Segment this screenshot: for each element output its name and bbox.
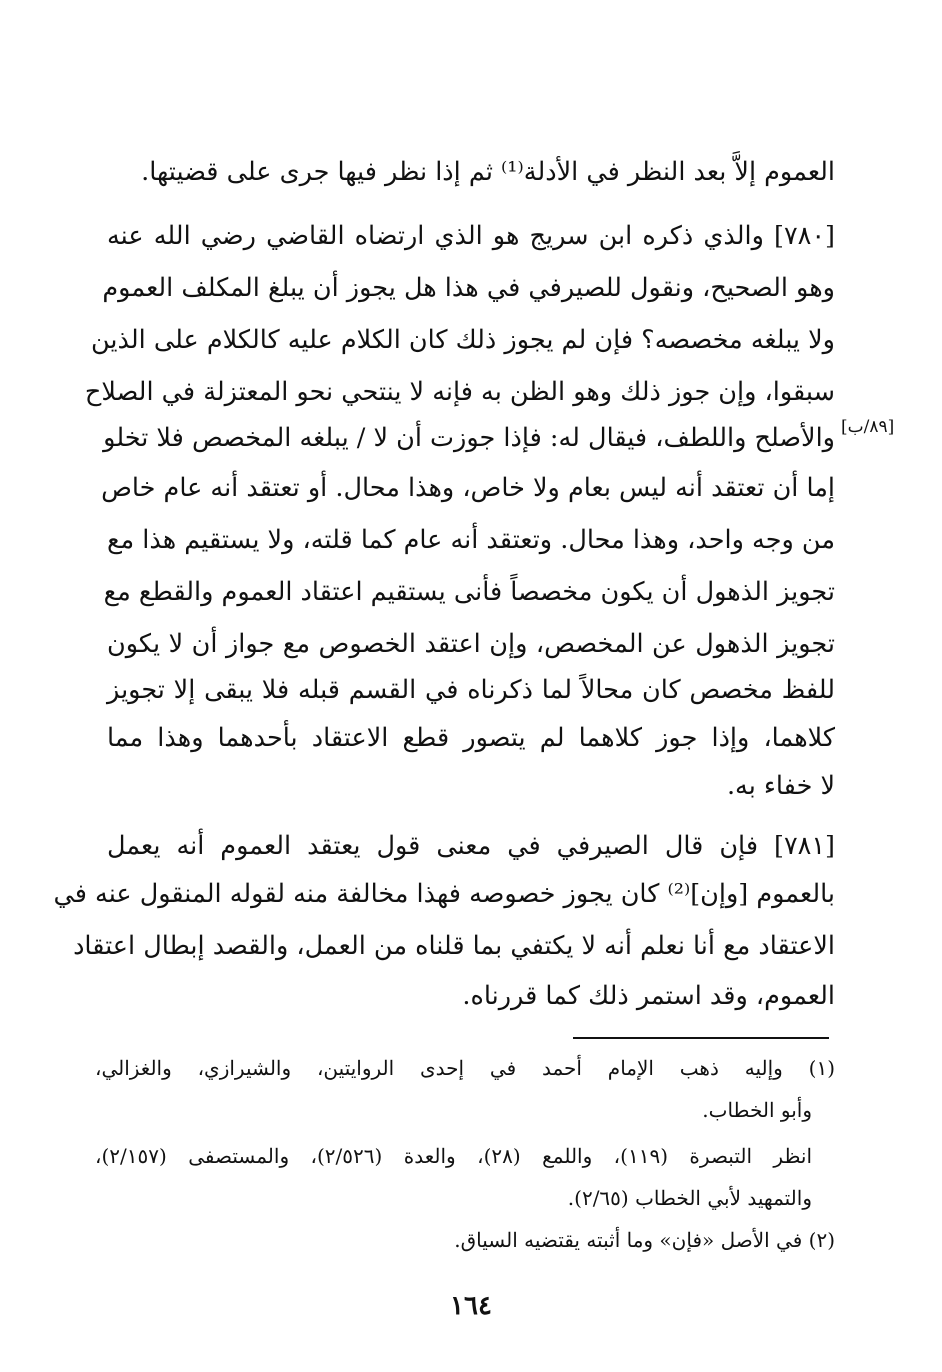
paragraph-780-line-11: كلاهما، وإذا جوز كلاهما لم يتصور قطع الاعتقاد بأحدهما وهذا مما <box>107 723 835 753</box>
footnote-1-line-3: انظر التبصرة (١١٩)، واللمع (٢٨)، والعدة (٢/٥٢٦)، والمستصفى (٢/١٥٧)، <box>95 1144 812 1168</box>
footnote-1-line-4: والتمهيد لأبي الخطاب (٢/٦٥). <box>567 1186 812 1210</box>
paragraph-780-line-4: سبقوا، وإن جوز ذلك وهو الظن به فإنه لا ينتحي نحو المعتزلة في الصلاح <box>84 377 835 407</box>
paragraph-780-line-6: إما أن تعتقد أنه ليس بعام ولا خاص، وهذا محال. أو تعتقد أنه عام خاص <box>101 473 835 503</box>
paragraph-780-line-7: من وجه واحد، وهذا محال. وتعتقد أنه عام كما قلته، ولا يستقيم هذا مع <box>106 525 835 555</box>
paragraph-781-line-3: الاعتقاد مع أنا نعلم أنه لا يكتفي بما قلناه من العمل، والقصد إبطال اعتقاد <box>73 931 835 961</box>
page-number: ١٦٤ <box>450 1291 492 1321</box>
footnote-2: (٢) في الأصل «فإن» وما أثبته يقتضيه السياق. <box>454 1228 835 1252</box>
footnote-1-line-1: (١) وإليه ذهب الإمام أحمد في إحدى الروايتين، والشيرازي، والغزالي، <box>95 1056 835 1080</box>
paragraph-780-line-3: ولا يبلغه مخصصه؟ فإن لم يجوز ذلك كان الكلام عليه كالكلام على الذين <box>91 325 835 355</box>
paragraph-780-line-5: والأصلح واللطف، فيقال له: فإذا جوزت أن لا / يبلغه المخصص فلا تخلو <box>103 423 835 453</box>
paragraph-780-line-8: تجويز الذهول أن يكون مخصصاً فأنى يستقيم اعتقاد العموم والقطع مع <box>103 577 835 607</box>
paragraph-780-line-9: تجويز الذهول عن المخصص، وإن اعتقد الخصوص مع جواز أن لا يكون <box>107 629 835 659</box>
paragraph-781-line-1: [٧٨١] فإن قال الصيرفي في معنى قول يعتقد العموم أنه يعمل <box>107 831 835 861</box>
text-line-1: العموم إلاَّ بعد النظر في الأدلة⁽¹⁾ ثم إذا نظر فيها جرى على قضيتها. <box>141 157 835 187</box>
paragraph-780-line-2: وهو الصحيح، ونقول للصيرفي في هذا هل يجوز أن يبلغ المكلف العموم <box>102 273 835 303</box>
manuscript-folio-marker: [٨٩/ب] <box>841 417 895 437</box>
paragraph-780-line-12: لا خفاء به. <box>726 771 835 801</box>
paragraph-781-line-4: العموم، وقد استمر ذلك كما قررناه. <box>462 981 835 1011</box>
footnote-1-line-2: وأبو الخطاب. <box>702 1098 812 1122</box>
footnote-divider <box>573 1037 829 1039</box>
paragraph-780-line-1: [٧٨٠] والذي ذكره ابن سريج هو الذي ارتضاه القاضي رضي الله عنه <box>107 221 835 251</box>
paragraph-781-line-2: بالعموم [وإن]⁽²⁾ كان يجوز خصوصه فهذا مخالفة منه لقوله المنقول عنه في <box>53 879 835 909</box>
paragraph-780-line-10: للفظ مخصص كان محالاً لما ذكرناه في القسم قبله فلا يبقى إلا تجويز <box>107 675 835 705</box>
